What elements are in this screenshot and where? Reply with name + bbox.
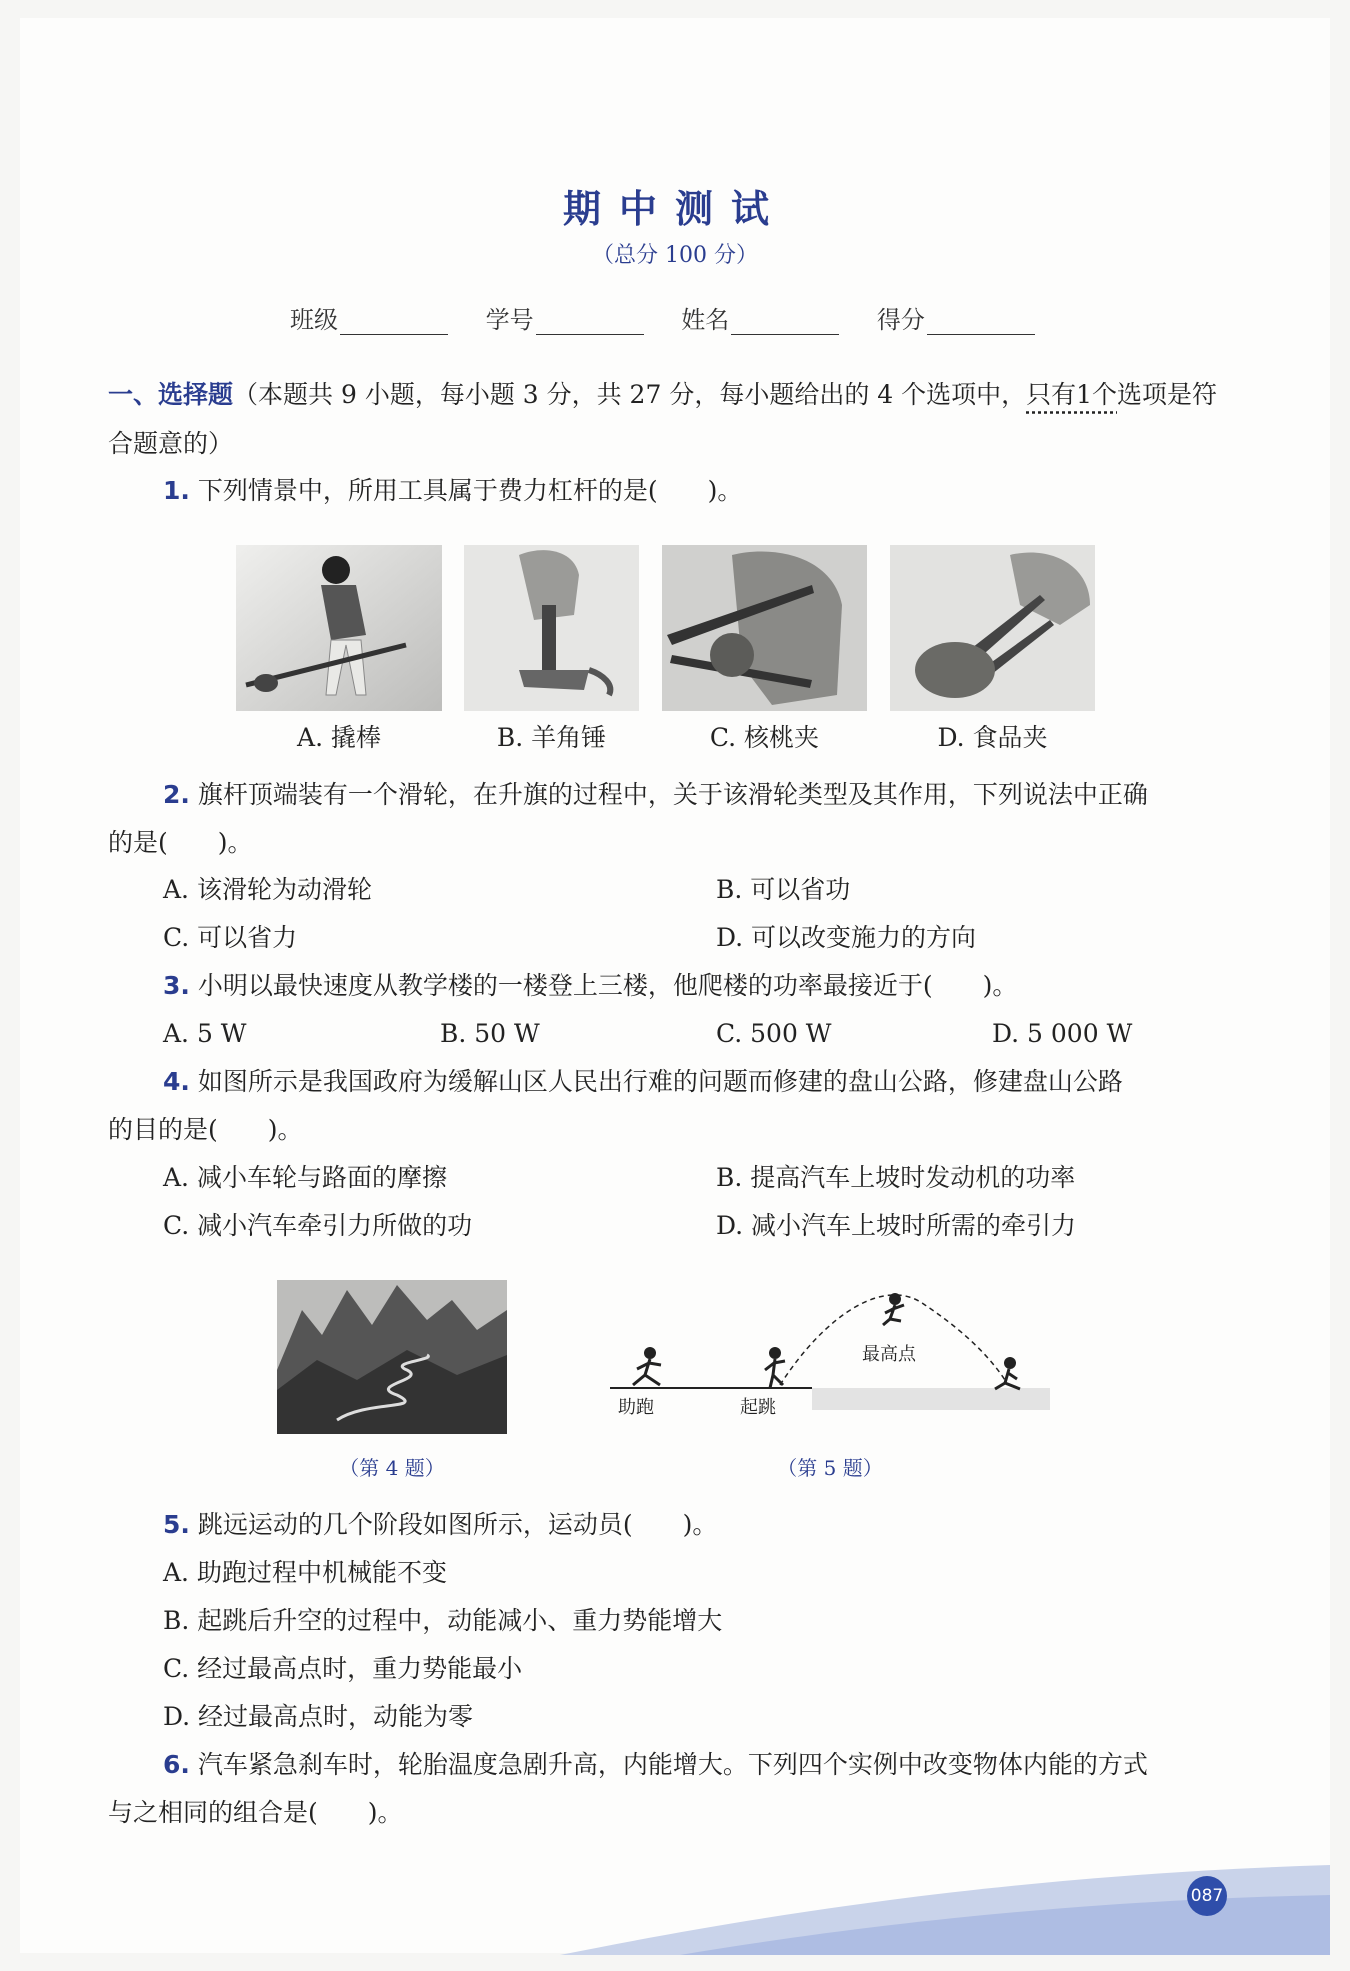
option-b[interactable]: B. 提高汽车上坡时发动机的功率 — [716, 1163, 1076, 1192]
field-label: 学号 — [485, 306, 534, 334]
question-text: 汽车紧急刹车时，轮胎温度急剧升高，内能增大。下列四个实例中改变物体内能的方式 — [197, 1750, 1148, 1779]
option-b[interactable]: B. 50 W — [440, 1019, 540, 1048]
label-highest-point: 最高点 — [862, 1344, 916, 1365]
question-number: 2. — [163, 780, 190, 809]
field-label: 得分 — [876, 306, 925, 334]
option-c[interactable]: C. 500 W — [716, 1019, 832, 1048]
field-label: 班级 — [290, 306, 338, 334]
label-takeoff: 起跳 — [740, 1397, 776, 1418]
option-a[interactable]: A. 减小车轮与路面的摩擦 — [163, 1163, 447, 1192]
claw-hammer-photo — [464, 545, 639, 711]
option-label[interactable]: D. 食品夹 — [937, 723, 1048, 752]
section-desc-a: （本题共 9 小题，每小题 3 分，共 27 分，每小题给出的 4 个选项中， — [233, 380, 1027, 409]
crowbar-photo — [236, 545, 442, 711]
page-subtitle: （总分 100 分） — [592, 243, 758, 268]
option-c[interactable]: C. 可以省力 — [163, 923, 298, 952]
question-6 — [163, 1748, 1243, 1782]
field-score[interactable] — [877, 300, 1035, 335]
mountain-road-photo — [277, 1280, 507, 1434]
page-number-badge: 087 — [1187, 1876, 1227, 1916]
option-a[interactable]: A. 该滑轮为动滑轮 — [163, 875, 372, 904]
option-label[interactable]: C. 核桃夹 — [709, 723, 820, 752]
figure-5-caption: （第 5 题） — [777, 1456, 883, 1480]
label-run-up: 助跑 — [618, 1397, 654, 1418]
question-number: 3. — [163, 971, 190, 1000]
option-label[interactable]: A. 撬棒 — [297, 723, 381, 752]
question-3 — [163, 969, 1017, 1003]
long-jump-diagram — [605, 1285, 1055, 1435]
field-label: 姓名 — [681, 306, 730, 334]
option-d[interactable]: D. 可以改变施力的方向 — [716, 923, 977, 952]
question-4 — [163, 1065, 1243, 1099]
question-2 — [163, 778, 1243, 812]
option-b[interactable]: B. 起跳后升空的过程中，动能减小、重力势能增大 — [163, 1606, 723, 1635]
option-a[interactable]: A. 5 W — [163, 1019, 247, 1048]
question-text: 跳远运动的几个阶段如图所示，运动员( )。 — [197, 1510, 718, 1539]
question-number: 5. — [163, 1510, 190, 1539]
section-header — [108, 378, 1238, 412]
section-desc-emph: 只有1个 — [1026, 380, 1118, 409]
question-text: 如图所示是我国政府为缓解山区人民出行难的问题而修建的盘山公路，修建盘山公路 — [197, 1067, 1123, 1096]
option-d[interactable]: D. 经过最高点时，动能为零 — [163, 1702, 474, 1731]
question-text: 下列情景中，所用工具属于费力杠杆的是( )。 — [197, 476, 743, 505]
question-5 — [163, 1508, 717, 1542]
figure-4-caption: （第 4 题） — [339, 1456, 445, 1480]
info-fields — [290, 300, 1065, 335]
page-title: 期中测试 — [562, 187, 787, 231]
question-text: 旗杆顶端装有一个滑轮，在升旗的过程中，关于该滑轮类型及其作用，下列说法中正确 — [197, 780, 1148, 809]
section-desc-b: 选项是符 — [1117, 380, 1218, 409]
option-c[interactable]: C. 减小汽车牵引力所做的功 — [163, 1211, 473, 1240]
field-blank[interactable] — [731, 308, 839, 335]
field-blank[interactable] — [536, 308, 644, 335]
section-label: 一、选择题 — [108, 380, 234, 409]
question-number: 1. — [163, 476, 190, 505]
option-b[interactable]: B. 可以省功 — [716, 875, 851, 904]
question-1 — [163, 474, 742, 508]
question-text: 小明以最快速度从教学楼的一楼登上三楼，他爬楼的功率最接近于( )。 — [197, 971, 1018, 1000]
option-c[interactable]: C. 经过最高点时，重力势能最小 — [163, 1654, 523, 1683]
food-tongs-photo — [890, 545, 1095, 711]
field-blank[interactable] — [927, 308, 1035, 335]
option-d[interactable]: D. 5 000 W — [992, 1019, 1133, 1048]
field-blank[interactable] — [340, 308, 448, 335]
field-student-id[interactable] — [486, 300, 644, 335]
field-name[interactable] — [681, 300, 839, 335]
nutcracker-photo — [662, 545, 867, 711]
field-class[interactable] — [290, 300, 448, 335]
option-d[interactable]: D. 减小汽车上坡时所需的牵引力 — [716, 1211, 1077, 1240]
option-label[interactable]: B. 羊角锤 — [496, 723, 607, 752]
landing-figure — [995, 1357, 1020, 1389]
section-desc-c: 合题意的） — [108, 429, 234, 458]
question-number: 4. — [163, 1067, 190, 1096]
apex-figure — [883, 1293, 904, 1325]
question-text-cont: 的目的是( )。 — [108, 1115, 303, 1144]
question-number: 6. — [163, 1750, 190, 1779]
option-a[interactable]: A. 助跑过程中机械能不变 — [163, 1558, 447, 1587]
runner-figure — [633, 1347, 661, 1385]
question-text-cont: 的是( )。 — [108, 828, 253, 857]
question-text-cont: 与之相同的组合是( )。 — [108, 1798, 403, 1827]
